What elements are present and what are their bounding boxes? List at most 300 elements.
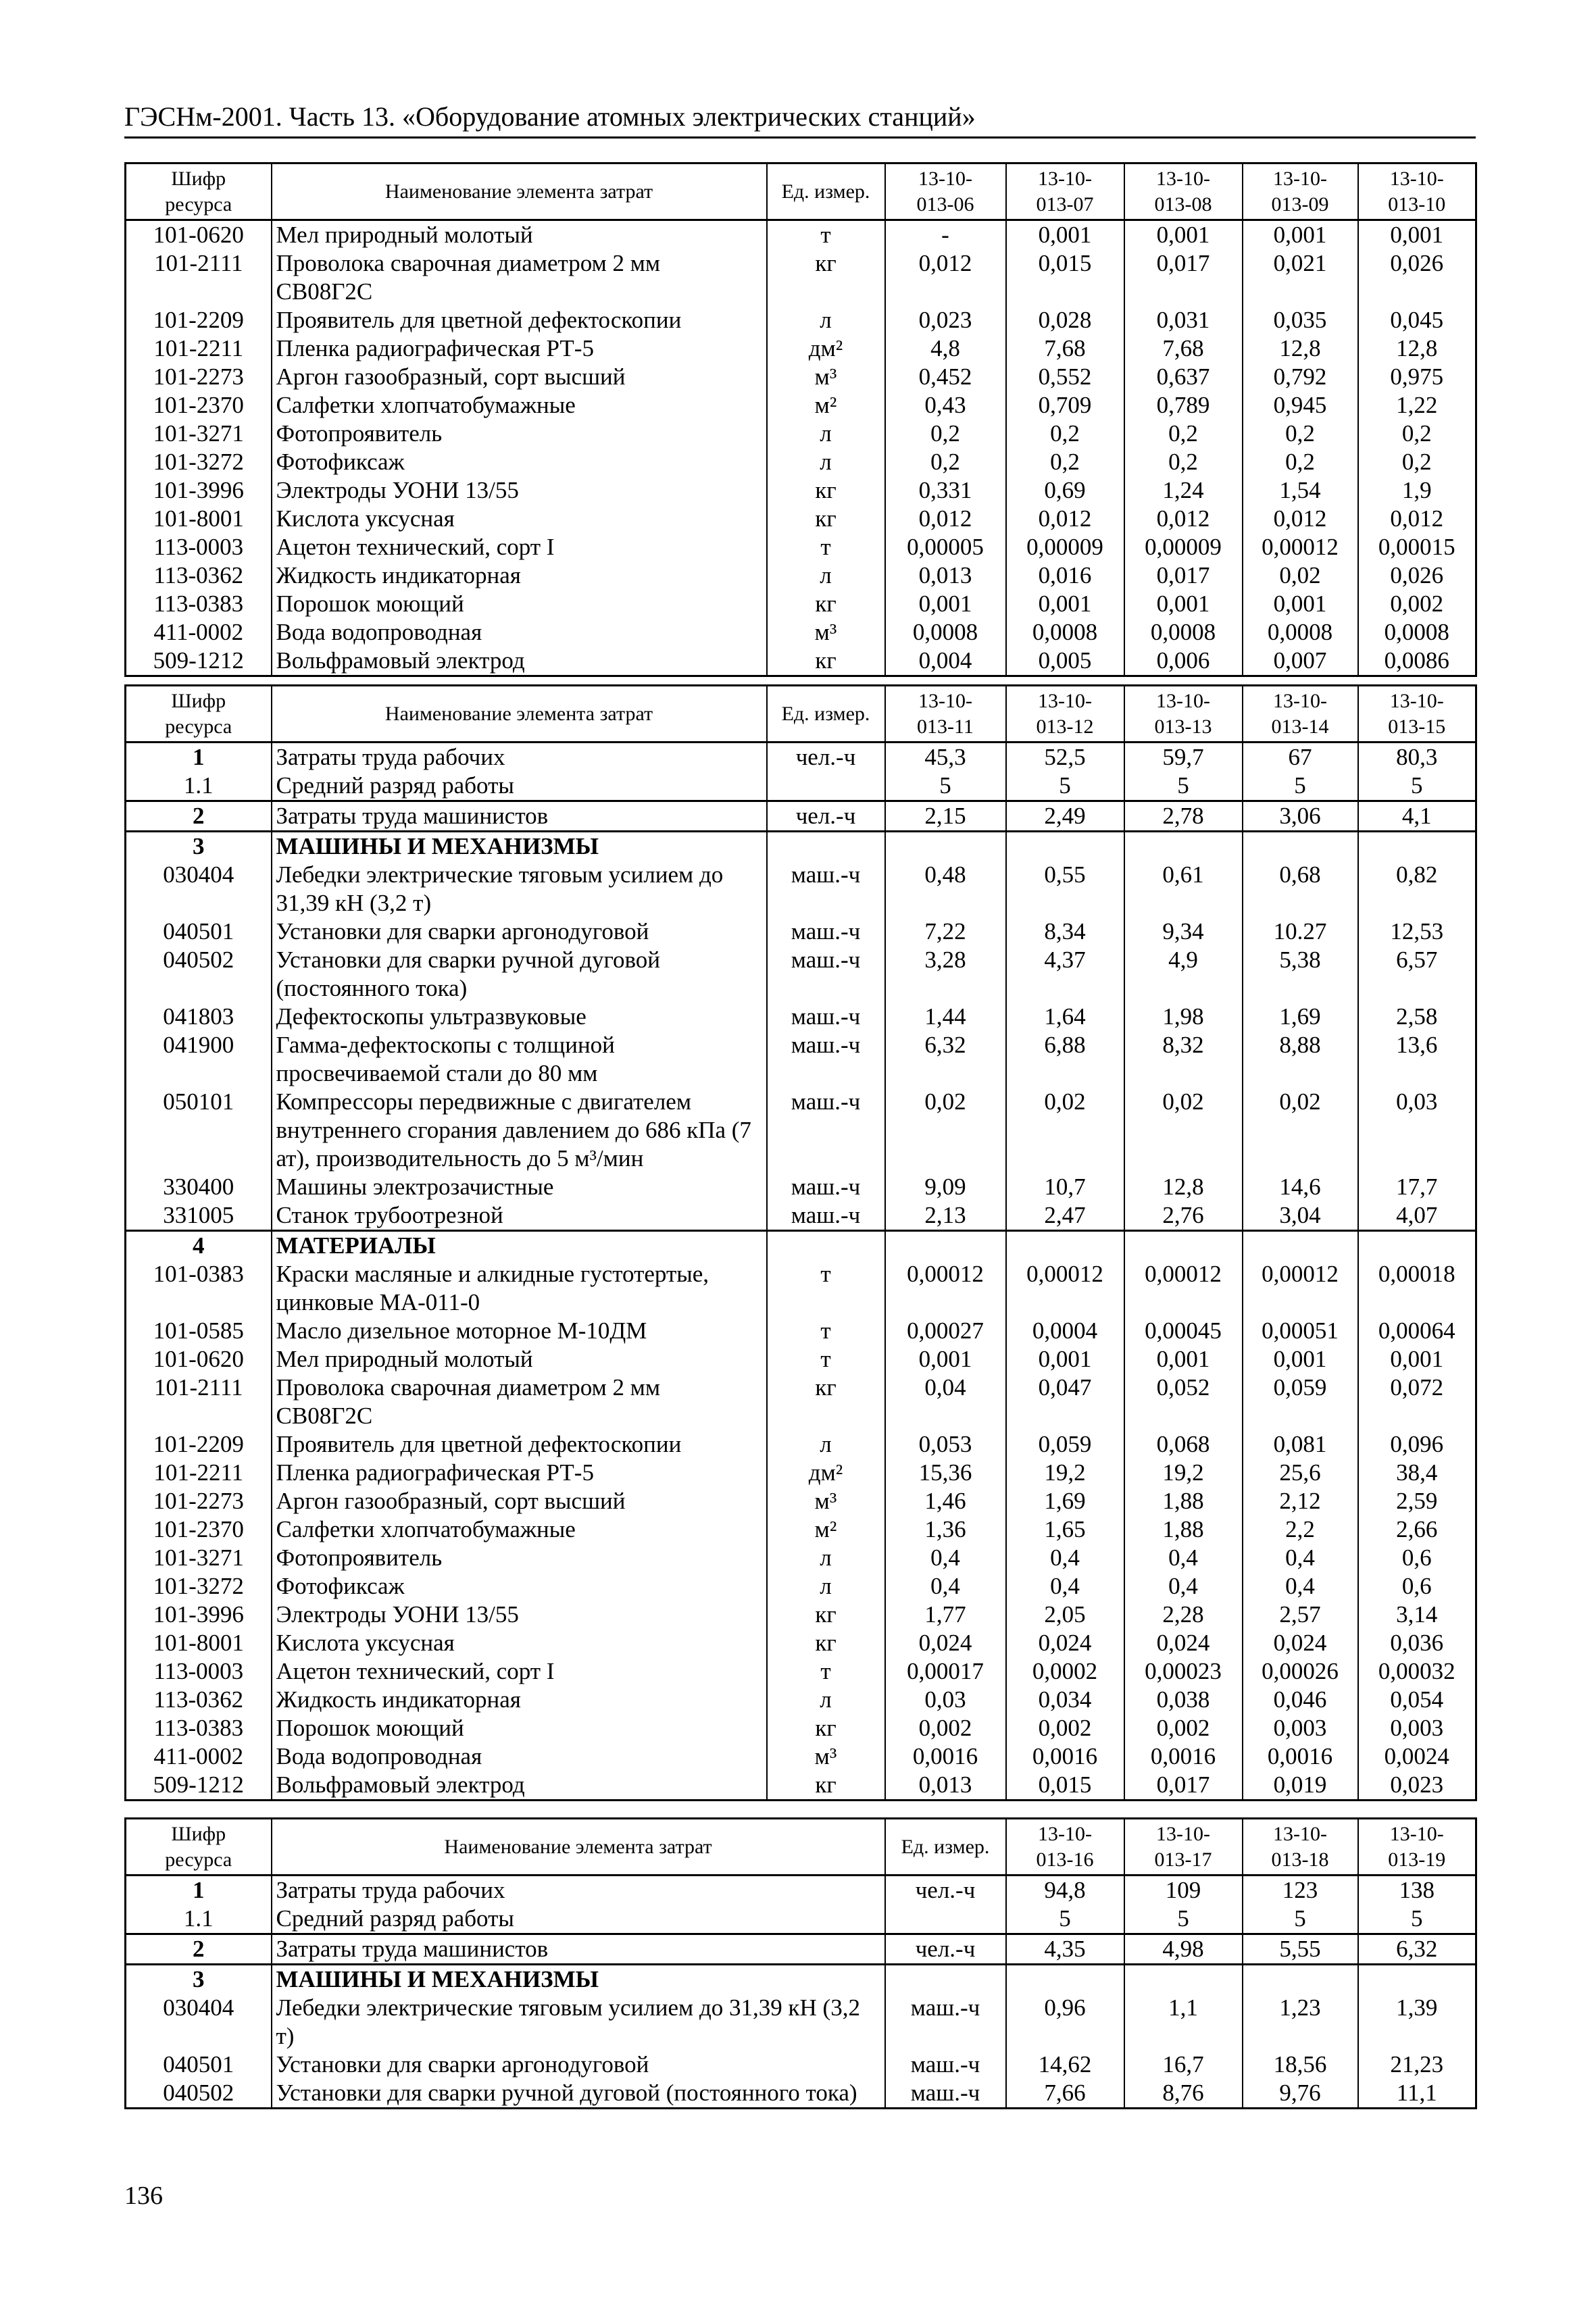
value-cell: 94,8 [1006, 1876, 1124, 1905]
value-cell: 0,00012 [1006, 1260, 1124, 1317]
value-cell: 4,35 [1006, 1934, 1124, 1965]
value-cell: 1,88 [1124, 1515, 1243, 1544]
value-cell: 0,024 [1006, 1629, 1124, 1657]
resource-code: 1 [126, 743, 272, 772]
table-header [126, 1819, 1476, 1876]
table-row [126, 647, 1476, 676]
table-row [126, 1201, 1476, 1231]
resource-code: 509-1212 [126, 647, 272, 676]
value-cell: 1,64 [1006, 1003, 1124, 1031]
resource-code: 101-2370 [126, 1515, 272, 1544]
value-cell: 0,00026 [1243, 1657, 1358, 1686]
value-cell [1243, 832, 1358, 861]
header-column: 13-10- 013-18 [1243, 1819, 1358, 1876]
value-cell: 59,7 [1124, 743, 1243, 772]
resource-name: Гамма-дефектоскопы с толщиной просвечиваемой стали до 80 мм [272, 1031, 767, 1088]
resource-name: МАШИНЫ И МЕХАНИЗМЫ [272, 832, 767, 861]
value-cell: 0,03 [1358, 1088, 1476, 1173]
value-cell: 0,792 [1243, 363, 1358, 391]
table-row [126, 618, 1476, 647]
value-cell: 0,021 [1243, 249, 1358, 306]
value-cell: 0,068 [1124, 1430, 1243, 1459]
table-row [126, 391, 1476, 420]
header-column: 13-10- 013-07 [1006, 164, 1124, 220]
resource-name: Установки для сварки ручной дуговой (постоянного тока) [272, 2079, 885, 2109]
row-group [126, 743, 1476, 801]
row-group [126, 1965, 1476, 2109]
table-row [126, 561, 1476, 590]
value-cell: 0,4 [885, 1572, 1006, 1601]
value-cell: 0,00027 [885, 1317, 1006, 1345]
value-cell: 80,3 [1358, 743, 1476, 772]
value-cell: 0,001 [1243, 220, 1358, 250]
resource-code: 101-2273 [126, 1487, 272, 1515]
value-cell: 0,001 [1358, 1345, 1476, 1374]
table-row [126, 1934, 1476, 1965]
value-cell: 6,57 [1358, 946, 1476, 1003]
resource-name: Проявитель для цветной дефектоскопии [272, 306, 767, 334]
value-cell: 0,031 [1124, 306, 1243, 334]
resource-code: 411-0002 [126, 618, 272, 647]
table-row [126, 1260, 1476, 1317]
value-cell: 0,001 [1243, 1345, 1358, 1374]
unit [767, 772, 885, 801]
resource-name: Кислота уксусная [272, 505, 767, 533]
value-cell: 17,7 [1358, 1173, 1476, 1201]
table-row [126, 1601, 1476, 1629]
value-cell: 0,00017 [885, 1657, 1006, 1686]
unit: т [767, 220, 885, 250]
value-cell: 1,44 [885, 1003, 1006, 1031]
resource-code: 101-2209 [126, 306, 272, 334]
resource-name: Установки для сварки ручной дуговой (постоянного тока) [272, 946, 767, 1003]
table-row [126, 1031, 1476, 1088]
table-row [126, 1686, 1476, 1714]
value-cell: 0,00005 [885, 533, 1006, 561]
value-cell: 0,0016 [885, 1742, 1006, 1771]
header-column: 13-10- 013-12 [1006, 686, 1124, 743]
value-cell: 0,005 [1006, 647, 1124, 676]
value-cell: 0,00023 [1124, 1657, 1243, 1686]
value-cell: 0,012 [885, 249, 1006, 306]
unit [767, 832, 885, 861]
unit: маш.-ч [767, 1173, 885, 1201]
header-code: Шифр ресурса [126, 164, 272, 220]
value-cell [1124, 832, 1243, 861]
resource-name: Аргон газообразный, сорт высший [272, 363, 767, 391]
value-cell: 0,081 [1243, 1430, 1358, 1459]
resource-code: 1 [126, 1876, 272, 1905]
resource-name: Ацетон технический, сорт I [272, 1657, 767, 1686]
value-cell: 0,001 [1124, 590, 1243, 618]
resource-code: 101-2370 [126, 391, 272, 420]
value-cell: 4,9 [1124, 946, 1243, 1003]
value-cell [885, 832, 1006, 861]
value-cell: 0,028 [1006, 306, 1124, 334]
resource-name: Дефектоскопы ультразвуковые [272, 1003, 767, 1031]
resource-code: 101-2273 [126, 363, 272, 391]
value-cell: 0,006 [1124, 647, 1243, 676]
resource-name: Проволока сварочная диаметром 2 мм СВ08Г2С [272, 1374, 767, 1430]
unit: т [767, 1657, 885, 1686]
value-cell: 0,69 [1006, 476, 1124, 505]
value-cell: 0,0086 [1358, 647, 1476, 676]
value-cell: 0,00064 [1358, 1317, 1476, 1345]
value-cell: 52,5 [1006, 743, 1124, 772]
unit: кг [767, 1714, 885, 1742]
value-cell: 0,0024 [1358, 1742, 1476, 1771]
value-cell: 0,072 [1358, 1374, 1476, 1430]
unit: кг [767, 590, 885, 618]
value-cell: 14,62 [1006, 2051, 1124, 2079]
header-name: Наименование элемента затрат [272, 164, 767, 220]
value-cell: 0,015 [1006, 1771, 1124, 1801]
table-row [126, 1771, 1476, 1801]
value-cell: 0,48 [885, 861, 1006, 917]
unit: т [767, 1260, 885, 1317]
value-cell: 1,88 [1124, 1487, 1243, 1515]
value-cell [1124, 1231, 1243, 1261]
resource-name: Машины электрозачистные [272, 1173, 767, 1201]
section-row [126, 1231, 1476, 1261]
value-cell [1006, 1965, 1124, 1994]
value-cell: 1,69 [1006, 1487, 1124, 1515]
value-cell [1006, 832, 1124, 861]
unit: кг [767, 1771, 885, 1801]
value-cell: 0,4 [1124, 1544, 1243, 1572]
unit: дм² [767, 334, 885, 363]
value-cell [1006, 1231, 1124, 1261]
value-cell: 18,56 [1243, 2051, 1358, 2079]
value-cell: 1,46 [885, 1487, 1006, 1515]
value-cell: 0,68 [1243, 861, 1358, 917]
unit: л [767, 448, 885, 476]
resource-code: 041803 [126, 1003, 272, 1031]
header-name: Наименование элемента затрат [272, 686, 767, 743]
value-cell: 4,1 [1358, 801, 1476, 832]
resource-table-3 [124, 1817, 1477, 2109]
value-cell: 0,0008 [1358, 618, 1476, 647]
value-cell: 0,012 [1358, 505, 1476, 533]
value-cell: 0,012 [885, 505, 1006, 533]
header-code: Шифр ресурса [126, 1819, 272, 1876]
value-cell: 0,04 [885, 1374, 1006, 1430]
value-cell: 0,0004 [1006, 1317, 1124, 1345]
header-column: 13-10- 013-10 [1358, 164, 1476, 220]
unit: л [767, 1544, 885, 1572]
resource-name: Электроды УОНИ 13/55 [272, 476, 767, 505]
value-cell: 0,2 [885, 448, 1006, 476]
value-cell: 0,059 [1243, 1374, 1358, 1430]
resource-name: Порошок моющий [272, 590, 767, 618]
table-row [126, 743, 1476, 772]
section-row [126, 832, 1476, 861]
table-row [126, 1515, 1476, 1544]
row-group [126, 1231, 1476, 1801]
table-row [126, 363, 1476, 391]
resource-name: Компрессоры передвижные с двигателем внутреннего сгорания давлением до 686 кПа (7 ат), производительность до 5 м³/мин [272, 1088, 767, 1173]
value-cell: 0,013 [885, 561, 1006, 590]
resource-name: Установки для сварки аргонодуговой [272, 917, 767, 946]
resource-code: 101-2111 [126, 1374, 272, 1430]
value-cell: 0,001 [1006, 1345, 1124, 1374]
resource-name: Затраты труда рабочих [272, 743, 767, 772]
resource-name: Пленка радиографическая РТ-5 [272, 334, 767, 363]
value-cell: 0,0016 [1243, 1742, 1358, 1771]
resource-name: Затраты труда рабочих [272, 1876, 885, 1905]
value-cell: 1,77 [885, 1601, 1006, 1629]
value-cell: 2,05 [1006, 1601, 1124, 1629]
unit: маш.-ч [767, 1031, 885, 1088]
value-cell: 0,00012 [1243, 533, 1358, 561]
resource-code: 040501 [126, 917, 272, 946]
value-cell: 1,36 [885, 1515, 1006, 1544]
header-column: 13-10- 013-19 [1358, 1819, 1476, 1876]
resource-code: 331005 [126, 1201, 272, 1231]
header-column: 13-10- 013-08 [1124, 164, 1243, 220]
value-cell: 0,024 [885, 1629, 1006, 1657]
resource-code: 040501 [126, 2051, 272, 2079]
value-cell: 15,36 [885, 1459, 1006, 1487]
resource-name: Пленка радиографическая РТ-5 [272, 1459, 767, 1487]
unit: маш.-ч [767, 861, 885, 917]
header-row [126, 1819, 1476, 1876]
unit: чел.-ч [767, 801, 885, 832]
value-cell: 0,017 [1124, 1771, 1243, 1801]
value-cell: 0,053 [885, 1430, 1006, 1459]
value-cell: 0,4 [885, 1544, 1006, 1572]
resource-code: 040502 [126, 2079, 272, 2109]
value-cell: 0,4 [1243, 1572, 1358, 1601]
unit: л [767, 420, 885, 448]
value-cell: 2,47 [1006, 1201, 1124, 1231]
resource-name: Порошок моющий [272, 1714, 767, 1742]
value-cell: 0,00032 [1358, 1657, 1476, 1686]
value-cell: 8,88 [1243, 1031, 1358, 1088]
row-group [126, 220, 1476, 676]
unit: кг [767, 647, 885, 676]
value-cell: 0,02 [1124, 1088, 1243, 1173]
value-cell: 6,32 [885, 1031, 1006, 1088]
value-cell: 12,53 [1358, 917, 1476, 946]
value-cell: 0,015 [1006, 249, 1124, 306]
resource-name: Фотопроявитель [272, 420, 767, 448]
value-cell: 0,0008 [1243, 618, 1358, 647]
resource-code: 101-2211 [126, 1459, 272, 1487]
unit: кг [767, 476, 885, 505]
resource-name: Средний разряд работы [272, 772, 767, 801]
table-header [126, 686, 1476, 743]
resource-name: Вольфрамовый электрод [272, 1771, 767, 1801]
value-cell: 138 [1358, 1876, 1476, 1905]
table-row [126, 1544, 1476, 1572]
header-code: Шифр ресурса [126, 686, 272, 743]
value-cell: 2,2 [1243, 1515, 1358, 1544]
resource-name: Затраты труда машинистов [272, 801, 767, 832]
value-cell: 5 [1358, 772, 1476, 801]
resource-name: Кислота уксусная [272, 1629, 767, 1657]
value-cell: 0,4 [1006, 1572, 1124, 1601]
value-cell: - [885, 220, 1006, 250]
header-name: Наименование элемента затрат [272, 1819, 885, 1876]
unit: кг [767, 505, 885, 533]
unit: кг [767, 1601, 885, 1629]
unit: т [767, 1345, 885, 1374]
table-row [126, 1487, 1476, 1515]
value-cell: 0,019 [1243, 1771, 1358, 1801]
resource-code: 113-0362 [126, 561, 272, 590]
value-cell: 0,035 [1243, 306, 1358, 334]
value-cell: 5 [1358, 1905, 1476, 1934]
table-row [126, 1459, 1476, 1487]
table-row [126, 1088, 1476, 1173]
value-cell: 2,49 [1006, 801, 1124, 832]
table-row [126, 590, 1476, 618]
value-cell: 0,452 [885, 363, 1006, 391]
value-cell: 0,00009 [1124, 533, 1243, 561]
header-row [126, 686, 1476, 743]
header-column: 13-10- 013-15 [1358, 686, 1476, 743]
value-cell: 12,8 [1124, 1173, 1243, 1201]
value-cell: 0,2 [1243, 448, 1358, 476]
value-cell: 0,00012 [885, 1260, 1006, 1317]
resource-code: 101-2211 [126, 334, 272, 363]
resource-code: 3 [126, 832, 272, 861]
value-cell: 3,06 [1243, 801, 1358, 832]
value-cell: 0,002 [885, 1714, 1006, 1742]
value-cell: 9,34 [1124, 917, 1243, 946]
value-cell: 1,22 [1358, 391, 1476, 420]
value-cell: 0,00018 [1358, 1260, 1476, 1317]
value-cell: 0,046 [1243, 1686, 1358, 1714]
table-row [126, 1742, 1476, 1771]
value-cell: 0,975 [1358, 363, 1476, 391]
unit: кг [767, 1629, 885, 1657]
unit [885, 1965, 1006, 1994]
resource-table-1 [124, 162, 1477, 677]
resource-code: 113-0003 [126, 1657, 272, 1686]
unit: м³ [767, 1487, 885, 1515]
unit: л [767, 1430, 885, 1459]
value-cell [885, 1231, 1006, 1261]
table-row [126, 1629, 1476, 1657]
value-cell: 10,7 [1006, 1173, 1124, 1201]
resource-name: Мел природный молотый [272, 1345, 767, 1374]
resource-code: 113-0383 [126, 590, 272, 618]
value-cell: 0,017 [1124, 561, 1243, 590]
table-row [126, 917, 1476, 946]
resource-code: 1.1 [126, 1905, 272, 1934]
unit: л [767, 561, 885, 590]
value-cell: 4,8 [885, 334, 1006, 363]
value-cell: 12,8 [1358, 334, 1476, 363]
value-cell: 0,552 [1006, 363, 1124, 391]
value-cell: 0,007 [1243, 647, 1358, 676]
page-number: 136 [124, 2182, 163, 2210]
resource-name: Электроды УОНИ 13/55 [272, 1601, 767, 1629]
value-cell: 0,002 [1006, 1714, 1124, 1742]
value-cell: 0,045 [1358, 306, 1476, 334]
value-cell: 19,2 [1124, 1459, 1243, 1487]
value-cell: 0,55 [1006, 861, 1124, 917]
value-cell: 8,32 [1124, 1031, 1243, 1088]
resource-name: Вольфрамовый электрод [272, 647, 767, 676]
resource-name: Аргон газообразный, сорт высший [272, 1487, 767, 1515]
value-cell: 0,43 [885, 391, 1006, 420]
value-cell: 0,0008 [885, 618, 1006, 647]
value-cell: 5 [1006, 772, 1124, 801]
value-cell: 0,001 [885, 590, 1006, 618]
resource-name: Фотофиксаж [272, 1572, 767, 1601]
resource-code: 101-3271 [126, 1544, 272, 1572]
unit: т [767, 533, 885, 561]
value-cell: 0,003 [1243, 1714, 1358, 1742]
value-cell: 0,002 [1124, 1714, 1243, 1742]
value-cell: 0,2 [1006, 448, 1124, 476]
value-cell: 0,2 [1124, 420, 1243, 448]
value-cell: 5 [1124, 1905, 1243, 1934]
value-cell: 1,24 [1124, 476, 1243, 505]
header-unit: Ед. измер. [885, 1819, 1006, 1876]
table-row [126, 1572, 1476, 1601]
value-cell: 0,2 [1006, 420, 1124, 448]
unit: чел.-ч [885, 1934, 1006, 1965]
value-cell: 14,6 [1243, 1173, 1358, 1201]
value-cell: 0,4 [1243, 1544, 1358, 1572]
resource-code: 2 [126, 1934, 272, 1965]
resource-name: Лебедки электрические тяговым усилием до 31,39 кН (3,2 т) [272, 861, 767, 917]
table-row [126, 1345, 1476, 1374]
resource-code: 101-3272 [126, 448, 272, 476]
value-cell: 5 [885, 772, 1006, 801]
value-cell: 0,026 [1358, 249, 1476, 306]
value-cell: 2,12 [1243, 1487, 1358, 1515]
value-cell: 0,2 [1243, 420, 1358, 448]
value-cell: 0,001 [1243, 590, 1358, 618]
value-cell: 0,02 [885, 1088, 1006, 1173]
value-cell: 13,6 [1358, 1031, 1476, 1088]
value-cell: 0,054 [1358, 1686, 1476, 1714]
resource-name: Масло дизельное моторное М-10ДМ [272, 1317, 767, 1345]
value-cell: 21,23 [1358, 2051, 1476, 2079]
value-cell: 2,13 [885, 1201, 1006, 1231]
value-cell: 0,789 [1124, 391, 1243, 420]
value-cell: 0,02 [1243, 1088, 1358, 1173]
resource-code: 101-3996 [126, 476, 272, 505]
resource-code: 101-8001 [126, 1629, 272, 1657]
value-cell: 0,82 [1358, 861, 1476, 917]
resource-code: 101-0585 [126, 1317, 272, 1345]
resource-code: 101-0620 [126, 220, 272, 250]
value-cell: 4,98 [1124, 1934, 1243, 1965]
resource-name: Ацетон технический, сорт I [272, 533, 767, 561]
resource-code: 030404 [126, 1994, 272, 2051]
unit: дм² [767, 1459, 885, 1487]
value-cell: 0,059 [1006, 1430, 1124, 1459]
table-row [126, 220, 1476, 250]
resource-code: 101-0383 [126, 1260, 272, 1317]
resource-name: МАШИНЫ И МЕХАНИЗМЫ [272, 1965, 885, 1994]
unit: м² [767, 1515, 885, 1544]
value-cell: 1,69 [1243, 1003, 1358, 1031]
header-unit: Ед. измер. [767, 164, 885, 220]
value-cell: 0,001 [1124, 220, 1243, 250]
table-row [126, 1430, 1476, 1459]
resource-table-2 [124, 684, 1477, 1801]
table-row [126, 1317, 1476, 1345]
resource-name: Салфетки хлопчатобумажные [272, 391, 767, 420]
value-cell [1358, 832, 1476, 861]
